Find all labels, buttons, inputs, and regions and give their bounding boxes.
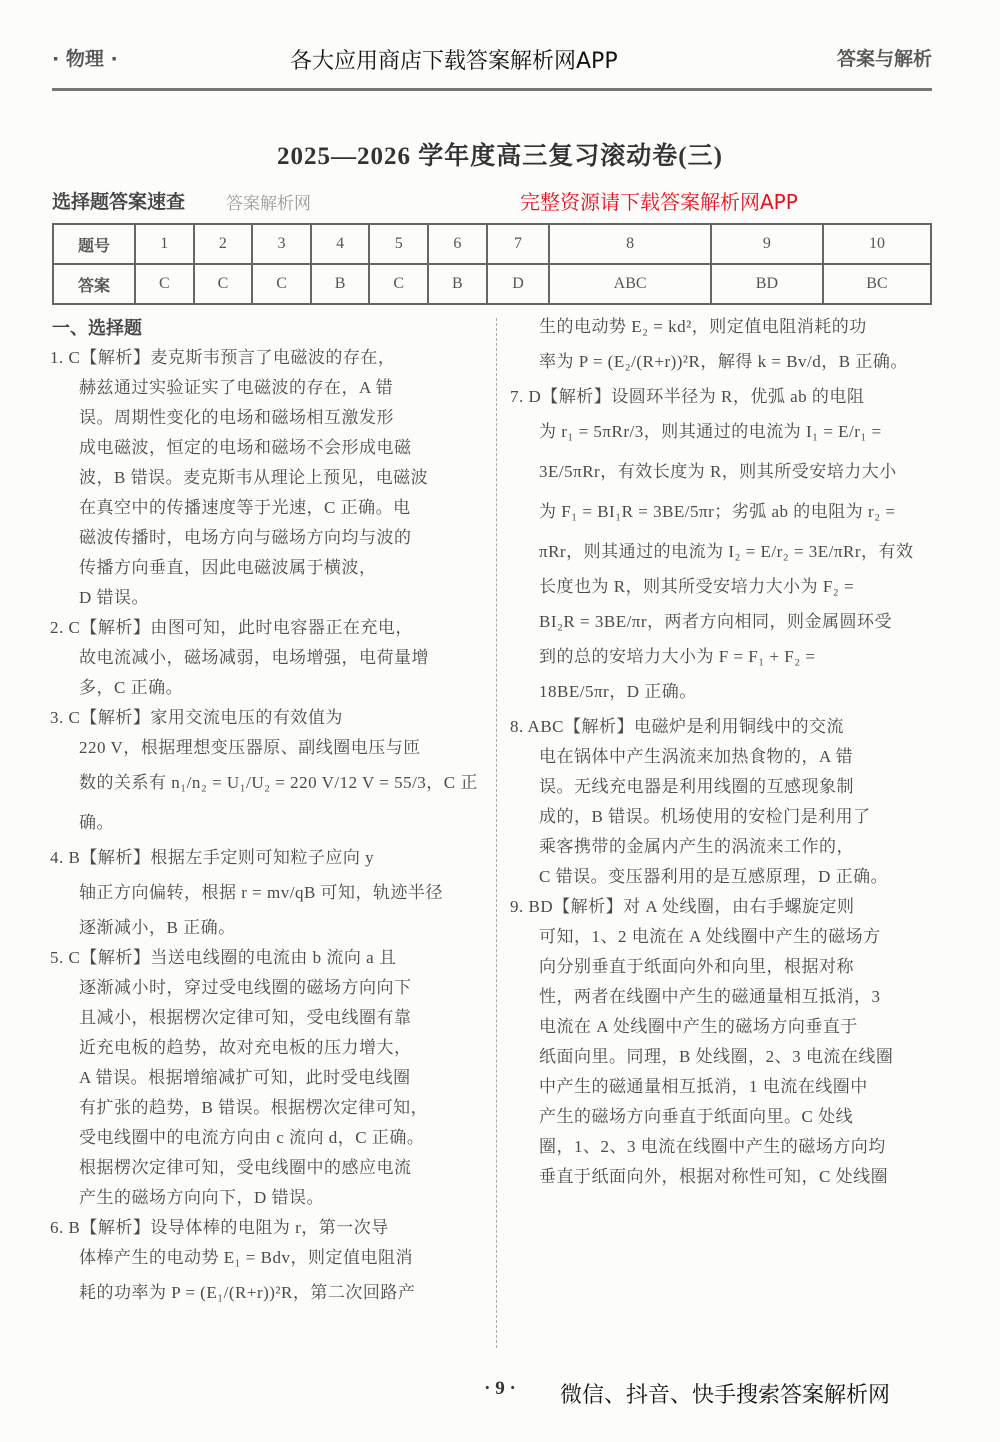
column-divider (496, 318, 497, 1348)
text-line: D 错误。 (79, 588, 150, 607)
text-line: πRr，则其通过的电流为 I₂ = E/r₂ = 3E/πRr，有效 (539, 542, 914, 561)
answer-cell: B (311, 264, 370, 304)
question-number-cell: 7 (487, 224, 550, 264)
row-label: 题号 (53, 224, 135, 264)
page-number: · 9 · (484, 1378, 516, 1399)
text-line: 5. C【解析】当送电线圈的电流由 b 流向 a 且 (50, 948, 397, 967)
text-line: 赫兹通过实验证实了电磁波的存在，A 错 (79, 378, 394, 397)
text-line: 中产生的磁通量相互抵消，1 电流在线圈中 (539, 1077, 868, 1096)
text-line: 根据楞次定律可知，受电线圈中的感应电流 (79, 1158, 412, 1177)
text-line: 数的关系有 n₁/n₂ = U₁/U₂ = 220 V/12 V = 55/3，C 正确。 (79, 773, 478, 832)
answer-cell: C (369, 264, 428, 304)
quick-check-label: 选择题答案速查 (52, 191, 186, 213)
quick-check-watermark: 答案解析网 (226, 194, 311, 214)
text-line: 长度也为 R，则其所受安培力大小为 F₂ = (539, 577, 855, 596)
text-line: 成电磁波，恒定的电场和磁场不会形成电磁 (79, 438, 412, 457)
answer-table (52, 223, 932, 305)
text-line: 1. C【解析】麦克斯韦预言了电磁波的存在， (50, 348, 396, 367)
watermark-center-red: 完整资源请下载答案解析网APP (520, 190, 798, 214)
answer-cell: C (252, 264, 311, 304)
text-line: 生的电动势 E₂ = kd²，则定值电阻消耗的功 (539, 317, 867, 336)
left-column (50, 343, 482, 1313)
text-line: 耗的功率为 P = (E₁/(R+r))²R，第二次回路产 (79, 1283, 416, 1302)
text-line: 纸面向里。同理，B 处线圈，2、3 电流在线圈 (539, 1047, 894, 1066)
text-line: 成的，B 错误。机场使用的安检门是利用了 (539, 807, 871, 826)
question-number-cell: 3 (252, 224, 311, 264)
answer-cell: B (428, 264, 487, 304)
text-line: BI₂R = 3BE/πr，两者方向相同，则金属圆环受 (539, 612, 893, 631)
answer-cell: D (487, 264, 550, 304)
text-line: 电在锅体中产生涡流来加热食物的，A 错 (539, 747, 854, 766)
text-line: 近充电板的趋势，故对充电板的压力增大， (79, 1038, 412, 1057)
question-number-cell: 4 (311, 224, 370, 264)
answer-cell: BC (823, 264, 931, 304)
text-line: 2. C【解析】由图可知，此时电容器正在充电， (50, 618, 413, 637)
text-line: 故电流减小，磁场减弱，电场增强，电荷量增 (79, 648, 429, 667)
question-number-cell: 2 (194, 224, 253, 264)
text-line: 且减小，根据楞次定律可知，受电线圈有靠 (79, 1008, 412, 1027)
watermark-bottom-right: 微信、抖音、快手搜索答案解析网 (560, 1383, 891, 1408)
text-line: 在真空中的传播速度等于光速，C 正确。电 (79, 498, 411, 517)
question-number-cell: 8 (549, 224, 710, 264)
text-line: 到的总的安培力大小为 F = F₁ + F₂ = (539, 647, 816, 666)
text-line: 体棒产生的电动势 E₁ = Bdv，则定值电阻消 (79, 1248, 413, 1267)
subject-label: · 物理 · (52, 48, 118, 70)
text-line: 220 V，根据理想变压器原、副线圈电压与匝 (79, 738, 421, 757)
text-line: 4. B【解析】根据左手定则可知粒子应向 y (50, 848, 375, 867)
text-line: 3. C【解析】家用交流电压的有效值为 (50, 708, 343, 727)
row-label: 答案 (53, 264, 135, 304)
text-line: 产生的磁场方向向下，D 错误。 (79, 1188, 325, 1207)
text-line: A 错误。根据增缩减扩可知，此时受电线圈 (79, 1068, 411, 1087)
text-line: 3E/5πRr，有效长度为 R，则其所受安培力大小 (539, 462, 897, 481)
header-rule (52, 88, 932, 91)
answer-cell: BD (711, 264, 823, 304)
question-number-cell: 5 (369, 224, 428, 264)
text-line: 8. ABC【解析】电磁炉是利用铜线中的交流 (510, 717, 845, 736)
question-number-cell: 10 (823, 224, 931, 264)
text-line: 逐渐减小时，穿过受电线圈的磁场方向向下 (79, 978, 412, 997)
section-heading: 一、选择题 (52, 318, 142, 339)
text-line: 误。无线充电器是利用线圈的互感现象制 (539, 777, 854, 796)
question-number-cell: 9 (711, 224, 823, 264)
text-line: 有扩张的趋势，B 错误。根据楞次定律可知， (79, 1098, 429, 1117)
answer-cell: ABC (549, 264, 710, 304)
text-line: 性，两者在线圈中产生的磁通量相互抵消，3 (539, 987, 881, 1006)
text-line: 传播方向垂直，因此电磁波属于横波， (79, 558, 377, 577)
text-line: 多，C 正确。 (79, 678, 184, 697)
page-title: 2025—2026 学年度高三复习滚动卷(三) (277, 143, 723, 170)
section-label: 答案与解析 (836, 48, 932, 70)
text-line: 磁波传播时，电场方向与磁场方向均与波的 (79, 528, 412, 547)
table-row-numbers (53, 224, 931, 264)
text-line: 波，B 错误。麦克斯韦从理论上预见，电磁波 (79, 468, 429, 487)
text-line: 18BE/5πr，D 正确。 (539, 682, 697, 701)
text-line: 9. BD【解析】对 A 处线圈，由右手螺旋定则 (510, 897, 855, 916)
answer-cell: C (194, 264, 253, 304)
text-line: 电流在 A 处线圈中产生的磁场方向垂直于 (539, 1017, 858, 1036)
text-line: 为 F₁ = BI₁R = 3BE/5πr；劣弧 ab 的电阻为 r₂ = (539, 502, 896, 521)
text-line: 逐渐减小，B 正确。 (79, 918, 236, 937)
answer-cell: C (135, 264, 194, 304)
text-line: 6. B【解析】设导体棒的电阻为 r，第一次导 (50, 1218, 389, 1237)
text-line: 乘客携带的金属内产生的涡流来工作的， (539, 837, 854, 856)
text-line: 圈，1、2、3 电流在线圈中产生的磁场方向均 (539, 1137, 886, 1156)
text-line: 受电线圈中的电流方向由 c 流向 d，C 正确。 (79, 1128, 425, 1147)
question-number-cell: 6 (428, 224, 487, 264)
watermark-top-left: 各大应用商店下载答案解析网APP (290, 49, 618, 74)
text-line: 可知，1、2 电流在 A 处线圈中产生的磁场方 (539, 927, 881, 946)
text-line: 7. D【解析】设圆环半径为 R，优弧 ab 的电阻 (510, 387, 865, 406)
text-line: 垂直于纸面向外，根据对称性可知，C 处线圈 (539, 1167, 889, 1186)
text-line: 误。周期性变化的电场和磁场相互激发形 (79, 408, 394, 427)
table-row-answers (53, 264, 931, 304)
question-number-cell: 1 (135, 224, 194, 264)
text-line: 向分别垂直于纸面向外和向里，根据对称 (539, 957, 854, 976)
text-line: C 错误。变压器利用的是互感原理，D 正确。 (539, 867, 889, 886)
text-line: 为 r₁ = 5πRr/3，则其通过的电流为 I₁ = E/r₁ = (539, 422, 882, 441)
text-line: 产生的磁场方向垂直于纸面向里。C 处线 (539, 1107, 854, 1126)
right-column (510, 312, 935, 1192)
text-line: 率为 P = (E₂/(R+r))²R，解得 k = Bv/d，B 正确。 (539, 352, 908, 371)
text-line: 轴正方向偏转，根据 r = mv/qB 可知，轨迹半径 (79, 883, 444, 902)
